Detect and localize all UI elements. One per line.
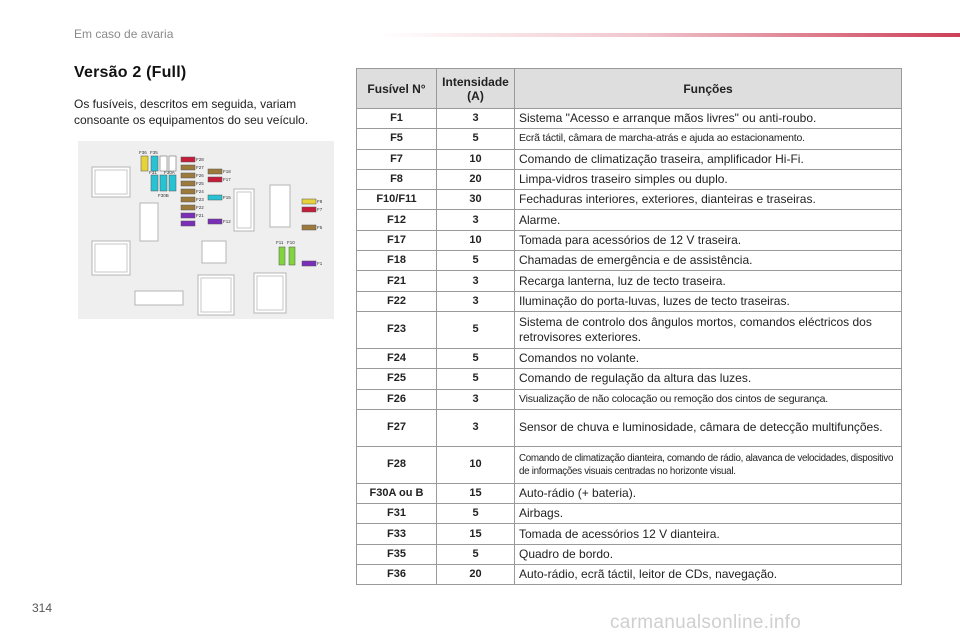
column-header-intensity: Intensidade (A) <box>437 69 515 109</box>
fuse-intensity: 20 <box>437 565 515 585</box>
fuse-function: Visualização de não colocação ou remoção dos cintos de segurança. <box>515 389 902 409</box>
diagram-label: F11 <box>276 240 284 245</box>
fuse-number: F5 <box>357 129 437 149</box>
table-row <box>357 129 902 149</box>
fuse-number: F27 <box>357 409 437 446</box>
header-accent-bar <box>380 33 960 37</box>
fuse-function: Airbags. <box>515 504 902 524</box>
diagram-label: F35 <box>150 150 158 155</box>
fuse-number: F25 <box>357 369 437 389</box>
fuse-number: F17 <box>357 230 437 250</box>
table-row <box>357 190 902 210</box>
fuse-number: F10/F11 <box>357 190 437 210</box>
fuse-number: F12 <box>357 210 437 230</box>
fuse-intensity: 15 <box>437 483 515 503</box>
table-row <box>357 210 902 230</box>
fuse-intensity: 15 <box>437 524 515 544</box>
diagram-label: F31 <box>149 170 157 175</box>
fuse-function: Iluminação do porta-luvas, luzes de tecto traseiras. <box>515 291 902 311</box>
fuse-function: Chamadas de emergência e de assistência. <box>515 251 902 271</box>
fuse-function: Comando de regulação da altura das luzes. <box>515 369 902 389</box>
table-row <box>357 311 902 348</box>
diagram-label: F8 <box>317 199 323 204</box>
diagram-label: F12 <box>223 219 231 224</box>
fuse-intensity: 3 <box>437 271 515 291</box>
page-number: 314 <box>32 601 53 615</box>
diagram-label: F27 <box>196 165 204 170</box>
diagram-label: F30A <box>164 170 175 175</box>
fuse-number: F21 <box>357 271 437 291</box>
fuse-intensity: 20 <box>437 169 515 189</box>
diagram-label: F10 <box>287 240 295 245</box>
fuse-table <box>356 68 902 585</box>
fuse-function: Sistema de controlo dos ângulos mortos, comandos eléctricos dos retrovisores exteriores. <box>515 311 902 348</box>
fuse-number: F8 <box>357 169 437 189</box>
table-row <box>357 369 902 389</box>
fuse-function: Comando de climatização dianteira, comando de rádio, alavanca de velocidades, dispositivo de informações visuais centradas no horizonte visual. <box>515 446 902 483</box>
fuse-number: F30A ou B <box>357 483 437 503</box>
fuse-number: F26 <box>357 389 437 409</box>
diagram-label: F28 <box>196 157 204 162</box>
fuse-intensity: 5 <box>437 311 515 348</box>
table-row <box>357 446 902 483</box>
fuse-number: F1 <box>357 109 437 129</box>
fuse-number: F24 <box>357 348 437 368</box>
column-header-fuse: Fusível N° <box>357 69 437 109</box>
fuse-intensity: 10 <box>437 446 515 483</box>
fuse-intensity: 30 <box>437 190 515 210</box>
fuse-intensity: 10 <box>437 230 515 250</box>
table-row <box>357 291 902 311</box>
diagram-label: F36 <box>139 150 147 155</box>
diagram-label: F22 <box>196 205 204 210</box>
fuse-intensity: 5 <box>437 348 515 368</box>
fuse-number: F7 <box>357 149 437 169</box>
table-row <box>357 409 902 446</box>
fuse-function: Auto-rádio, ecrã táctil, leitor de CDs, navegação. <box>515 565 902 585</box>
table-row <box>357 524 902 544</box>
table-header-row <box>357 69 902 109</box>
fuse-box-diagram <box>78 141 334 319</box>
table-row <box>357 483 902 503</box>
fuse-function: Quadro de bordo. <box>515 544 902 564</box>
fuse-intensity: 5 <box>437 504 515 524</box>
diagram-label: F15 <box>223 195 231 200</box>
fuse-function: Tomada de acessórios 12 V dianteira. <box>515 524 902 544</box>
fuse-function: Limpa-vidros traseiro simples ou duplo. <box>515 169 902 189</box>
fuse-function: Comandos no volante. <box>515 348 902 368</box>
fuse-number: F18 <box>357 251 437 271</box>
table-row <box>357 169 902 189</box>
table-row <box>357 109 902 129</box>
diagram-label: F21 <box>196 213 204 218</box>
fuse-number: F35 <box>357 544 437 564</box>
diagram-label: F24 <box>196 189 204 194</box>
fuse-function: Recarga lanterna, luz de tecto traseira. <box>515 271 902 291</box>
fuse-number: F22 <box>357 291 437 311</box>
fuse-number: F23 <box>357 311 437 348</box>
fuse-function: Alarme. <box>515 210 902 230</box>
diagram-label: F30B <box>158 193 169 198</box>
fuse-function: Tomada para acessórios de 12 V traseira. <box>515 230 902 250</box>
fuse-intensity: 5 <box>437 544 515 564</box>
diagram-label: F5 <box>317 225 323 230</box>
column-header-functions: Funções <box>515 69 902 109</box>
table-row <box>357 389 902 409</box>
fuse-function: Ecrã táctil, câmara de marcha-atrás e ajuda ao estacionamento. <box>515 129 902 149</box>
table-row <box>357 565 902 585</box>
table-row <box>357 230 902 250</box>
diagram-label: F7 <box>317 207 323 212</box>
fuse-intensity: 5 <box>437 369 515 389</box>
page-title: Versão 2 (Full) <box>74 64 187 81</box>
table-row <box>357 271 902 291</box>
fuse-function: Fechaduras interiores, exteriores, dianteiras e traseiras. <box>515 190 902 210</box>
watermark: carmanualsonline.info <box>610 612 802 633</box>
fuse-intensity: 3 <box>437 210 515 230</box>
fuse-function: Auto-rádio (+ bateria). <box>515 483 902 503</box>
table-row <box>357 504 902 524</box>
fuse-number: F33 <box>357 524 437 544</box>
fuse-intensity: 3 <box>437 291 515 311</box>
table-row <box>357 348 902 368</box>
diagram-label: F18 <box>223 169 231 174</box>
fuse-intensity: 5 <box>437 129 515 149</box>
table-row <box>357 251 902 271</box>
section-header: Em caso de avaria <box>74 27 174 41</box>
fuse-number: F36 <box>357 565 437 585</box>
diagram-label: F1 <box>317 261 323 266</box>
table-row <box>357 544 902 564</box>
fuse-number: F28 <box>357 446 437 483</box>
diagram-label: F25 <box>196 181 204 186</box>
fuse-function: Comando de climatização traseira, amplificador Hi-Fi. <box>515 149 902 169</box>
diagram-label: F17 <box>223 177 231 182</box>
fuse-function: Sistema "Acesso e arranque mãos livres" ou anti-roubo. <box>515 109 902 129</box>
fuse-intensity: 3 <box>437 409 515 446</box>
diagram-label: F26 <box>196 173 204 178</box>
intro-text: Os fusíveis, descritos em seguida, variam consoante os equipamentos do seu veículo. <box>74 97 309 127</box>
fuse-intensity: 10 <box>437 149 515 169</box>
fuse-intensity: 5 <box>437 251 515 271</box>
fuse-intensity: 3 <box>437 109 515 129</box>
fuse-function: Sensor de chuva e luminosidade, câmara de detecção multifunções. <box>515 409 902 446</box>
table-row <box>357 149 902 169</box>
fuse-number: F31 <box>357 504 437 524</box>
diagram-label: F23 <box>196 197 204 202</box>
fuse-intensity: 3 <box>437 389 515 409</box>
